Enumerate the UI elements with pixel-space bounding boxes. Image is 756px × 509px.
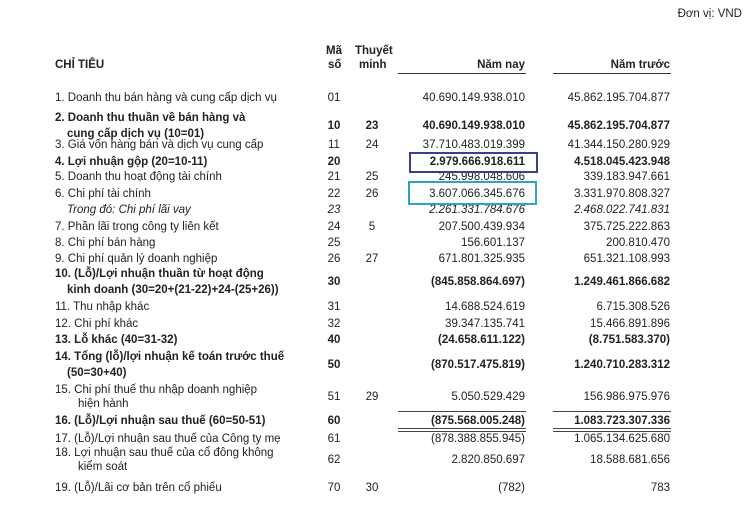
sep-previous-2 bbox=[553, 428, 671, 429]
row-previous-year: 1.065.134.625.680 bbox=[574, 433, 670, 445]
row-code: 20 bbox=[327, 156, 341, 168]
sep-current-2 bbox=[398, 428, 526, 429]
row-previous-year: 339.183.947.661 bbox=[583, 171, 670, 183]
row-note: 5 bbox=[368, 221, 376, 233]
header-current-year: Năm nay bbox=[477, 59, 525, 71]
row-previous-year: 1.083.723.307.336 bbox=[574, 415, 670, 427]
row-previous-year: 200.810.470 bbox=[606, 237, 670, 249]
row-previous-year: 6.715.308.526 bbox=[596, 301, 670, 313]
row-label: 15. Chi phí thuế thu nhập doanh nghiệp bbox=[55, 384, 258, 396]
row-code: 24 bbox=[327, 221, 341, 233]
row-label: 10. (Lỗ)/Lợi nhuận thuần từ hoạt động bbox=[55, 268, 264, 280]
row-previous-year: 4.518.045.423.948 bbox=[574, 156, 670, 168]
row-previous-year: 375.725.222.863 bbox=[583, 221, 670, 233]
row-previous-year: 1.240.710.283.312 bbox=[574, 359, 670, 371]
row-code: 40 bbox=[327, 334, 341, 346]
row-label: 2. Doanh thu thuần về bán hàng và bbox=[55, 112, 246, 124]
row-label: 16. (Lỗ)/Lợi nhuận sau thuế (60=50-51) bbox=[55, 415, 266, 427]
row-previous-year: 41.344.150.280.929 bbox=[567, 139, 670, 151]
row-current-year: 2.979.666.918.611 bbox=[429, 156, 525, 168]
highlight-box-financial-cost bbox=[408, 181, 537, 205]
row-code: 31 bbox=[327, 301, 341, 313]
row-current-year: 2.261.331.784.676 bbox=[429, 204, 525, 216]
header-previous-year: Năm trước bbox=[610, 59, 670, 71]
header-indicator: CHỈ TIÊU bbox=[55, 59, 105, 71]
row-previous-year: 2.468.022.741.831 bbox=[574, 204, 670, 216]
highlight-box-gross-profit bbox=[409, 152, 538, 173]
row-current-year: (878.388.855.945) bbox=[431, 433, 525, 445]
sep-previous-3 bbox=[553, 431, 671, 432]
row-current-year: (875.568.005.248) bbox=[431, 415, 525, 427]
row-code: 21 bbox=[327, 171, 341, 183]
row-previous-year: 1.249.461.866.682 bbox=[574, 276, 670, 288]
row-current-year: (845.858.864.697) bbox=[431, 276, 525, 288]
row-code: 01 bbox=[327, 92, 341, 104]
row-current-year: 37.710.483.019.399 bbox=[422, 139, 525, 151]
row-current-year: (24.658.611.122) bbox=[438, 334, 525, 346]
row-note: 29 bbox=[365, 391, 379, 403]
row-label: 1. Doanh thu bán hàng và cung cấp dịch vụ bbox=[55, 92, 277, 104]
row-label-continued: (50=30+40) bbox=[67, 367, 127, 379]
row-code: 70 bbox=[327, 482, 341, 494]
row-label-continued: cung cấp dịch vụ (10=01) bbox=[67, 128, 205, 140]
row-previous-year: 3.331.970.808.327 bbox=[574, 188, 670, 200]
row-previous-year: (8.751.583.370) bbox=[588, 334, 670, 346]
row-note: 27 bbox=[365, 253, 379, 265]
row-code: 30 bbox=[327, 276, 341, 288]
row-current-year: 2.820.850.697 bbox=[451, 454, 525, 466]
row-current-year: 40.690.149.938.010 bbox=[422, 120, 525, 132]
row-code: 22 bbox=[327, 188, 341, 200]
row-previous-year: 45.862.195.704.877 bbox=[567, 120, 670, 132]
row-code: 51 bbox=[327, 391, 341, 403]
row-previous-year: 15.466.891.896 bbox=[590, 318, 670, 330]
row-code: 23 bbox=[327, 204, 341, 216]
row-current-year: 207.500.439.934 bbox=[438, 221, 525, 233]
row-note: 23 bbox=[365, 120, 379, 132]
row-current-year: 40.690.149.938.010 bbox=[422, 92, 525, 104]
row-current-year: 39.347.135.741 bbox=[445, 318, 525, 330]
row-code: 11 bbox=[328, 139, 340, 151]
sep-current-3 bbox=[398, 431, 526, 432]
row-code: 10 bbox=[327, 120, 341, 132]
row-label: 13. Lỗ khác (40=31-32) bbox=[55, 334, 178, 346]
row-previous-year: 45.862.195.704.877 bbox=[567, 92, 670, 104]
row-current-year: 14.688.524.619 bbox=[445, 301, 525, 313]
header-code-line2: số bbox=[328, 59, 342, 71]
row-label: 4. Lợi nhuận gộp (20=10-11) bbox=[55, 156, 208, 168]
row-note: 25 bbox=[365, 171, 379, 183]
sep-previous-1 bbox=[553, 411, 671, 412]
row-label: 7. Phần lãi trong công ty liên kết bbox=[55, 221, 219, 233]
row-label: 14. Tổng (lỗ)/lợi nhuận kế toán trước thuế bbox=[55, 351, 285, 363]
row-label: Trong đó: Chi phí lãi vay bbox=[67, 204, 191, 216]
header-underline-current bbox=[398, 73, 526, 74]
row-label: 12. Chi phí khác bbox=[55, 318, 139, 330]
row-current-year: 245.998.048.606 bbox=[438, 171, 525, 183]
row-current-year: 671.801.325.935 bbox=[438, 253, 525, 265]
row-current-year: 156.601.137 bbox=[461, 237, 525, 249]
header-underline-previous bbox=[553, 73, 671, 74]
row-code: 62 bbox=[327, 454, 341, 466]
unit-label: Đơn vị: VND bbox=[677, 8, 742, 20]
row-current-year: 5.050.529.429 bbox=[451, 391, 525, 403]
row-code: 50 bbox=[327, 359, 341, 371]
row-note: 26 bbox=[365, 188, 379, 200]
row-label-continued: kinh doanh (30=20+(21-22)+24-(25+26)) bbox=[67, 284, 279, 296]
row-label: 8. Chi phí bán hàng bbox=[55, 237, 156, 249]
row-label: 9. Chi phí quản lý doanh nghiệp bbox=[55, 253, 218, 265]
row-label: 17. (Lỗ)/Lợi nhuận sau thuế của Công ty mẹ bbox=[55, 433, 281, 445]
row-note: 24 bbox=[365, 139, 379, 151]
row-label: 6. Chi phí tài chính bbox=[55, 188, 151, 200]
row-code: 32 bbox=[327, 318, 341, 330]
row-label: 3. Giá vốn hàng bán và dịch vụ cung cấp bbox=[55, 139, 264, 151]
row-code: 26 bbox=[327, 253, 341, 265]
row-label-continued: kiểm soát bbox=[78, 461, 128, 473]
header-note-line1: Thuyết bbox=[355, 45, 393, 57]
row-note: 30 bbox=[365, 482, 379, 494]
row-label: 11. Thu nhập khác bbox=[55, 301, 150, 313]
row-previous-year: 18.588.681.656 bbox=[590, 454, 670, 466]
row-code: 60 bbox=[327, 415, 341, 427]
row-label: 19. (Lỗ)/Lãi cơ bản trên cổ phiếu bbox=[55, 482, 222, 494]
header-note-line2: minh bbox=[359, 59, 387, 71]
row-label-continued: hiện hành bbox=[78, 398, 129, 410]
row-label: 18. Lợi nhuận sau thuế của cổ đông không bbox=[55, 447, 274, 459]
row-previous-year: 783 bbox=[650, 482, 670, 494]
row-label: 5. Doanh thu hoạt động tài chính bbox=[55, 171, 222, 183]
row-current-year: 3.607.066.345.676 bbox=[429, 188, 525, 200]
row-code: 61 bbox=[327, 433, 341, 445]
row-current-year: (870.517.475.819) bbox=[431, 359, 525, 371]
row-previous-year: 651.321.108.993 bbox=[583, 253, 670, 265]
row-code: 25 bbox=[327, 237, 341, 249]
sep-current-1 bbox=[398, 411, 526, 412]
header-code-line1: Mã bbox=[326, 45, 342, 57]
row-current-year: (782) bbox=[498, 482, 525, 494]
row-previous-year: 156.986.975.976 bbox=[583, 391, 670, 403]
